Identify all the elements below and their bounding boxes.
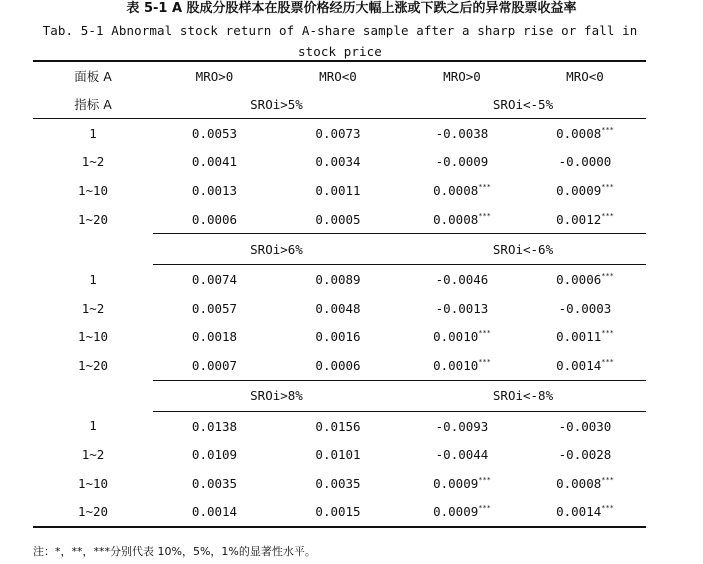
significance-mark: *** <box>601 272 614 281</box>
value-cell <box>524 205 646 234</box>
indicator-label: 指标 A <box>33 90 153 119</box>
value-cell <box>153 148 276 177</box>
value-cell <box>400 205 524 234</box>
value-cell <box>400 265 524 294</box>
cell-value: 0.0014 <box>191 504 238 520</box>
sro-header: SROi<-5% <box>400 90 646 119</box>
value-cell <box>400 176 524 205</box>
value-cell <box>153 119 276 148</box>
cell-value: 0.0014 <box>556 357 602 373</box>
mro-header: MRO<0 <box>524 61 646 90</box>
value-cell <box>153 205 276 234</box>
cell-value: 0.0013 <box>191 182 238 198</box>
subheader-row <box>33 234 646 265</box>
cell-value: 0.0006 <box>556 272 602 288</box>
table-row <box>33 294 646 323</box>
subheader-row <box>33 380 646 411</box>
cell-value: 0.0010 <box>433 329 479 345</box>
value-cell <box>400 323 524 352</box>
row-label: 1~2 <box>81 154 105 170</box>
cell-value: 0.0034 <box>315 154 361 170</box>
cell-value: 0.0035 <box>191 475 238 491</box>
table-title-cn: 表 5-1 A 股成分股样本在股票价格经历大幅上涨或下跌之后的异常股票收益率 <box>126 1 577 16</box>
value-cell <box>524 351 646 380</box>
value-cell <box>524 469 646 498</box>
cell-value: 0.0048 <box>315 300 361 316</box>
cell-value: 0.0008 <box>433 182 479 198</box>
row-label: 1~20 <box>77 358 109 374</box>
cell-value: 0.0012 <box>556 211 602 227</box>
value-cell <box>400 469 524 498</box>
value-cell <box>400 119 524 148</box>
value-cell <box>524 411 646 440</box>
significance-note: 注：*，**，***分别代表 10%，5%，1%的显著性水平。 <box>33 545 316 558</box>
row-label: 1~20 <box>77 211 109 227</box>
value-cell <box>276 323 400 352</box>
cell-value: 0.0101 <box>315 447 361 463</box>
value-cell <box>400 411 524 440</box>
value-cell <box>524 440 646 469</box>
cell-value: 0.0009 <box>433 504 479 520</box>
value-cell <box>153 176 276 205</box>
cell-value: 0.0074 <box>191 272 238 288</box>
value-cell <box>153 265 276 294</box>
cell-value: -0.0000 <box>558 154 612 170</box>
table-row <box>33 440 646 469</box>
cell-value: 0.0018 <box>191 329 238 345</box>
cell-value: 0.0035 <box>315 475 361 491</box>
value-cell <box>276 498 400 528</box>
cell-value: 0.0041 <box>191 154 238 170</box>
table-row <box>33 119 646 148</box>
value-cell <box>276 440 400 469</box>
table-title-en: Tab. 5-1 Abnormal stock return of A-share sample after a sharp rise or fall in stock price <box>42 23 638 59</box>
cell-value: 0.0008 <box>556 475 602 491</box>
value-cell <box>276 294 400 323</box>
table-row <box>33 176 646 205</box>
row-label: 1~20 <box>33 498 153 528</box>
value-cell <box>153 351 276 380</box>
cell-value: -0.0038 <box>435 125 489 141</box>
table-row <box>33 265 646 294</box>
value-cell <box>276 119 400 148</box>
sro-header: SROi<-8% <box>400 380 646 411</box>
value-cell <box>524 176 646 205</box>
value-cell <box>153 498 276 528</box>
row-label: 1~10 <box>77 329 109 345</box>
value-cell <box>400 148 524 177</box>
sro-header: SROi>5% <box>153 90 400 119</box>
value-cell <box>276 469 400 498</box>
blank-cell <box>33 234 153 265</box>
value-cell <box>400 498 524 528</box>
value-cell <box>400 351 524 380</box>
significance-mark: *** <box>601 211 614 220</box>
cell-value: 0.0073 <box>315 125 361 141</box>
value-cell <box>276 265 400 294</box>
cell-value: 0.0156 <box>315 418 361 434</box>
blank-cell <box>33 380 153 411</box>
significance-mark: *** <box>601 182 614 191</box>
value-cell <box>400 294 524 323</box>
value-cell <box>276 176 400 205</box>
cell-value: -0.0003 <box>558 300 612 316</box>
abnormal-return-table <box>33 60 646 528</box>
sro-header: SROi>6% <box>153 234 400 265</box>
cell-value: 0.0008 <box>556 125 602 141</box>
row-label: 1 <box>89 271 97 287</box>
table-row <box>33 411 646 440</box>
mro-header: MRO<0 <box>276 61 400 90</box>
significance-mark: *** <box>478 182 491 191</box>
cell-value: 0.0016 <box>315 329 361 345</box>
value-cell <box>276 205 400 234</box>
significance-mark: *** <box>478 357 491 366</box>
cell-value: 0.0089 <box>315 272 361 288</box>
row-label: 1~2 <box>81 447 105 463</box>
cell-value: -0.0046 <box>435 272 489 288</box>
cell-value: 0.0008 <box>433 211 479 227</box>
value-cell <box>153 440 276 469</box>
header-row-sro <box>33 90 646 119</box>
value-cell <box>524 265 646 294</box>
significance-mark: *** <box>601 475 614 484</box>
header-row-mro <box>33 61 646 90</box>
cell-value: 0.0011 <box>315 182 361 198</box>
cell-value: -0.0044 <box>435 447 489 463</box>
significance-mark: *** <box>601 504 614 513</box>
cell-value: 0.0006 <box>191 211 238 227</box>
cell-value: 0.0010 <box>433 357 479 373</box>
row-label: 1~10 <box>77 182 109 198</box>
cell-value: 0.0009 <box>433 475 479 491</box>
significance-mark: *** <box>478 329 491 338</box>
table-row <box>33 498 646 528</box>
cell-value: 0.0138 <box>191 418 238 434</box>
cell-value: -0.0009 <box>435 154 489 170</box>
cell-value: 0.0053 <box>191 125 238 141</box>
significance-mark: *** <box>601 125 614 134</box>
value-cell <box>153 323 276 352</box>
cell-value: 0.0011 <box>556 329 602 345</box>
value-cell <box>524 119 646 148</box>
table-row <box>33 323 646 352</box>
significance-mark: *** <box>478 504 491 513</box>
significance-mark: *** <box>601 329 614 338</box>
cell-value: 0.0006 <box>315 357 361 373</box>
row-label: 1 <box>89 418 97 434</box>
sro-header: SROi>8% <box>153 380 400 411</box>
mro-header: MRO>0 <box>400 61 524 90</box>
panel-label: 面板 A <box>33 61 153 90</box>
table-row <box>33 205 646 234</box>
cell-value: 0.0015 <box>315 504 361 520</box>
sro-header: SROi<-6% <box>400 234 646 265</box>
value-cell <box>276 411 400 440</box>
value-cell <box>276 148 400 177</box>
cell-value: 0.0005 <box>315 211 361 227</box>
value-cell <box>524 498 646 528</box>
value-cell <box>153 411 276 440</box>
value-cell <box>276 351 400 380</box>
value-cell <box>400 440 524 469</box>
row-label: 1~10 <box>77 475 109 491</box>
row-label: 1~2 <box>81 300 105 316</box>
table-row <box>33 351 646 380</box>
table-row <box>33 469 646 498</box>
cell-value: 0.0109 <box>191 447 238 463</box>
significance-mark: *** <box>478 211 491 220</box>
cell-value: 0.0007 <box>191 357 238 373</box>
value-cell <box>524 323 646 352</box>
value-cell <box>524 294 646 323</box>
significance-mark: *** <box>601 357 614 366</box>
table-row <box>33 148 646 177</box>
cell-value: 0.0009 <box>556 182 602 198</box>
mro-header: MRO>0 <box>153 61 276 90</box>
significance-mark: *** <box>478 475 491 484</box>
cell-value: -0.0028 <box>558 447 612 463</box>
cell-value: -0.0013 <box>435 300 489 316</box>
value-cell <box>153 469 276 498</box>
cell-value: -0.0093 <box>435 418 489 434</box>
row-label: 1 <box>89 125 97 141</box>
value-cell <box>524 148 646 177</box>
cell-value: 0.0014 <box>556 504 602 520</box>
value-cell <box>153 294 276 323</box>
cell-value: 0.0057 <box>191 300 238 316</box>
cell-value: -0.0030 <box>558 418 612 434</box>
